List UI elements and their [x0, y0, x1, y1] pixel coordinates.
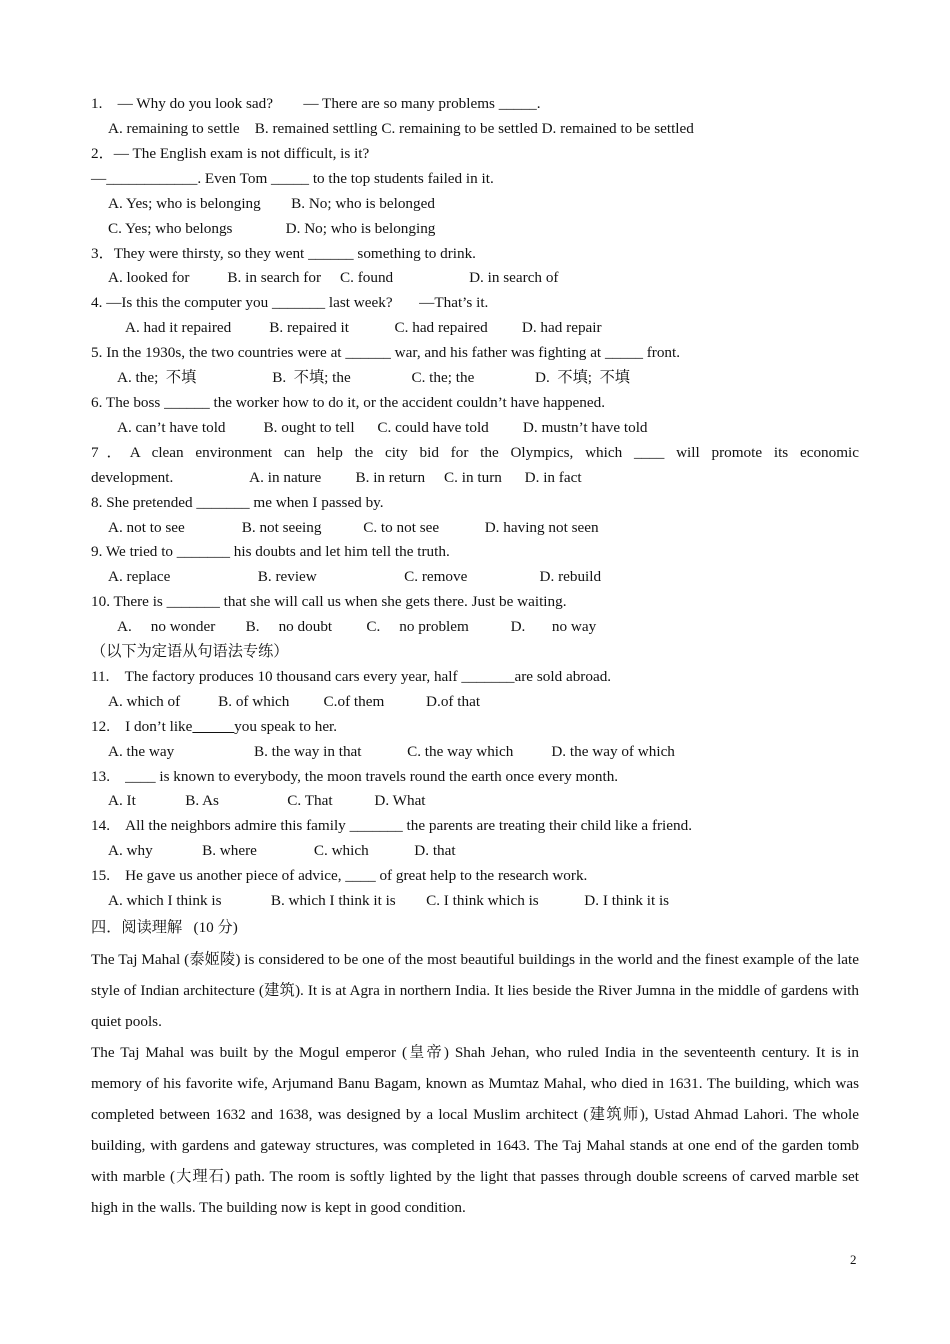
q10-stem: 10. There is _______ that she will call us when she gets there. Just be waiting. [91, 593, 567, 610]
q13-options: A. It B. As C. That D. What [108, 792, 426, 809]
q4-options: A. had it repaired B. repaired it C. had repaired D. had repair [125, 319, 602, 336]
q12-stem [91, 719, 337, 734]
q2-stem-continued: —____________. Even Tom _____ to the top students failed in it. [91, 170, 494, 187]
q11-stem: 11. The factory produces 10 thousand cars every year, half _______are sold abroad. [91, 668, 612, 685]
q7-stem: 7．A clean environment can help the city bid for the Olympics, which ____ will promote its economic [91, 444, 859, 461]
q6-options: A. can’t have told B. ought to tell C. could have told D. mustn’t have told [117, 419, 648, 436]
q13-stem: 13. ____ is known to everybody, the moon travels round the earth once every month. [91, 768, 619, 785]
q14-stem: 14. All the neighbors admire this family _______ the parents are treating their child like a friend. [91, 817, 693, 834]
q5-stem: 5. In the 1930s, the two countries were at ______ war, and his father was fighting at _____ front. [91, 344, 681, 361]
q12-blank [192, 718, 234, 735]
q11-options: A. which of B. of which C.of them D.of that [108, 693, 481, 710]
q4-stem: 4. —Is this the computer you _______ last week? —That’s it. [91, 294, 489, 311]
q14-options: A. why B. where C. which D. that [108, 842, 456, 859]
page-number: 2 [850, 1252, 857, 1267]
q5-options: A. the; 不填 B. 不填; the C. the; the D. 不填; 不填 [117, 369, 630, 386]
q2-stem: 2．— The English exam is not difficult, is it? [91, 145, 370, 162]
q3-stem: 3．They were thirsty, so they went ______ something to drink. [91, 245, 476, 262]
q2-options-line1: A. Yes; who is belonging B. No; who is belonged [108, 195, 435, 212]
q7-options: development. A. in nature B. in return C. in turn D. in fact [91, 469, 582, 486]
q10-options: A. no wonder B. no doubt C. no problem D. no way [117, 618, 597, 635]
q1-stem: 1. — Why do you look sad? — There are so many problems _____. [91, 95, 541, 112]
q6-stem: 6. The boss ______ the worker how to do it, or the accident couldn’t have happened. [91, 394, 606, 411]
reading-heading: 四．阅读理解 (10 分) [91, 919, 238, 936]
section-note: （以下为定语从句语法专练） [91, 643, 289, 660]
reading-paragraph-2: The Taj Mahal was built by the Mogul emperor (皇帝) Shah Jehan, who ruled India in the seventeenth century. It is in memory of his favorite wife, Arjumand Banu Bagam, known as Mumtaz Mahal, who died in 1631. The building, which was completed between 1632 and 1638, was designed by a local Muslim architect (建筑师), Ustad Ahmad Lahori. The whole building, with gardens and gateway structures, was completed in 1643. The Taj Mahal stands at one end of the garden tomb with marble (大理石) path. The room is softly lighted by the light that passes through double screens of carved marble set high in the walls. The building now is kept in good condition. [91, 1044, 859, 1216]
q15-stem: 15. He gave us another piece of advice, ____ of great help to the research work. [91, 867, 588, 884]
q12-stem-end: you speak to her. [234, 718, 338, 735]
q3-options: A. looked for B. in search for C. found D. in search of [108, 269, 559, 286]
q8-stem: 8. She pretended _______ me when I passed by. [91, 494, 384, 511]
q12-stem-start: 12. I don’t like [91, 718, 193, 735]
q2-options-line2: C. Yes; who belongs D. No; who is belonging [108, 220, 436, 237]
q9-options: A. replace B. review C. remove D. rebuild [108, 568, 602, 585]
reading-paragraph-1: The Taj Mahal (泰姬陵) is considered to be one of the most beautiful buildings in the world and the finest example of the late style of Indian architecture (建筑). It is at Agra in northern India. It lies beside the River Jumna in the middle of gardens with quiet pools. [91, 951, 859, 1030]
q1-options: A. remaining to settle B. remained settling C. remaining to be settled D. remained to be settled [108, 120, 694, 137]
q15-options: A. which I think is B. which I think it is C. I think which is D. I think it is [108, 892, 670, 909]
q9-stem: 9. We tried to _______ his doubts and let him tell the truth. [91, 543, 450, 560]
q12-options: A. the way B. the way in that C. the way which D. the way of which [108, 743, 675, 760]
q8-options: A. not to see B. not seeing C. to not see D. having not seen [108, 519, 599, 536]
